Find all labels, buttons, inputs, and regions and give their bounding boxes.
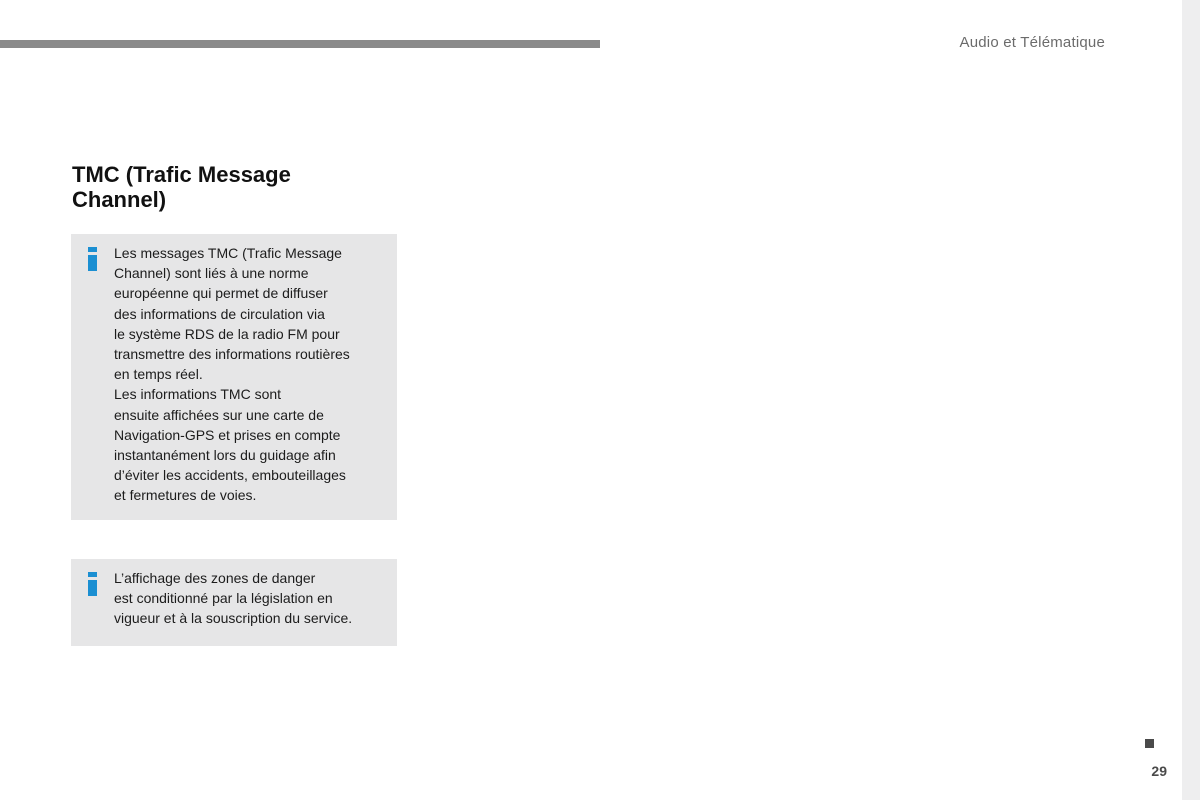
info-box-text: L’affichage des zones de danger est conditionné par la législation en vigueur et à la souscription du service. xyxy=(114,570,353,627)
page-side-band xyxy=(1182,0,1200,800)
section-end-marker xyxy=(1145,739,1154,748)
info-box-tmc xyxy=(71,234,397,520)
page-title xyxy=(72,162,392,212)
info-icon xyxy=(88,247,97,271)
header-rule xyxy=(0,40,600,48)
info-box-text: Les messages TMC (Trafic Message Channel) sont liés à une norme européenne qui permet de diffuser des informations de circulation via le système RDS de la radio FM pour transmettre des informations routières en temps réel. Les informations TMC sont ensuite affichées sur une carte de Navigation-GPS et prises en compte instantanément lors du guidage afin d’éviter les accidents, embouteillages et fermetures de voies. xyxy=(114,245,350,504)
info-box-danger-zones xyxy=(71,559,397,646)
page-title-text: TMC (Trafic Message Channel) xyxy=(72,162,291,212)
page-number: 29 xyxy=(1151,763,1167,779)
info-icon xyxy=(88,572,97,596)
section-label: Audio et Télématique xyxy=(959,34,1105,51)
